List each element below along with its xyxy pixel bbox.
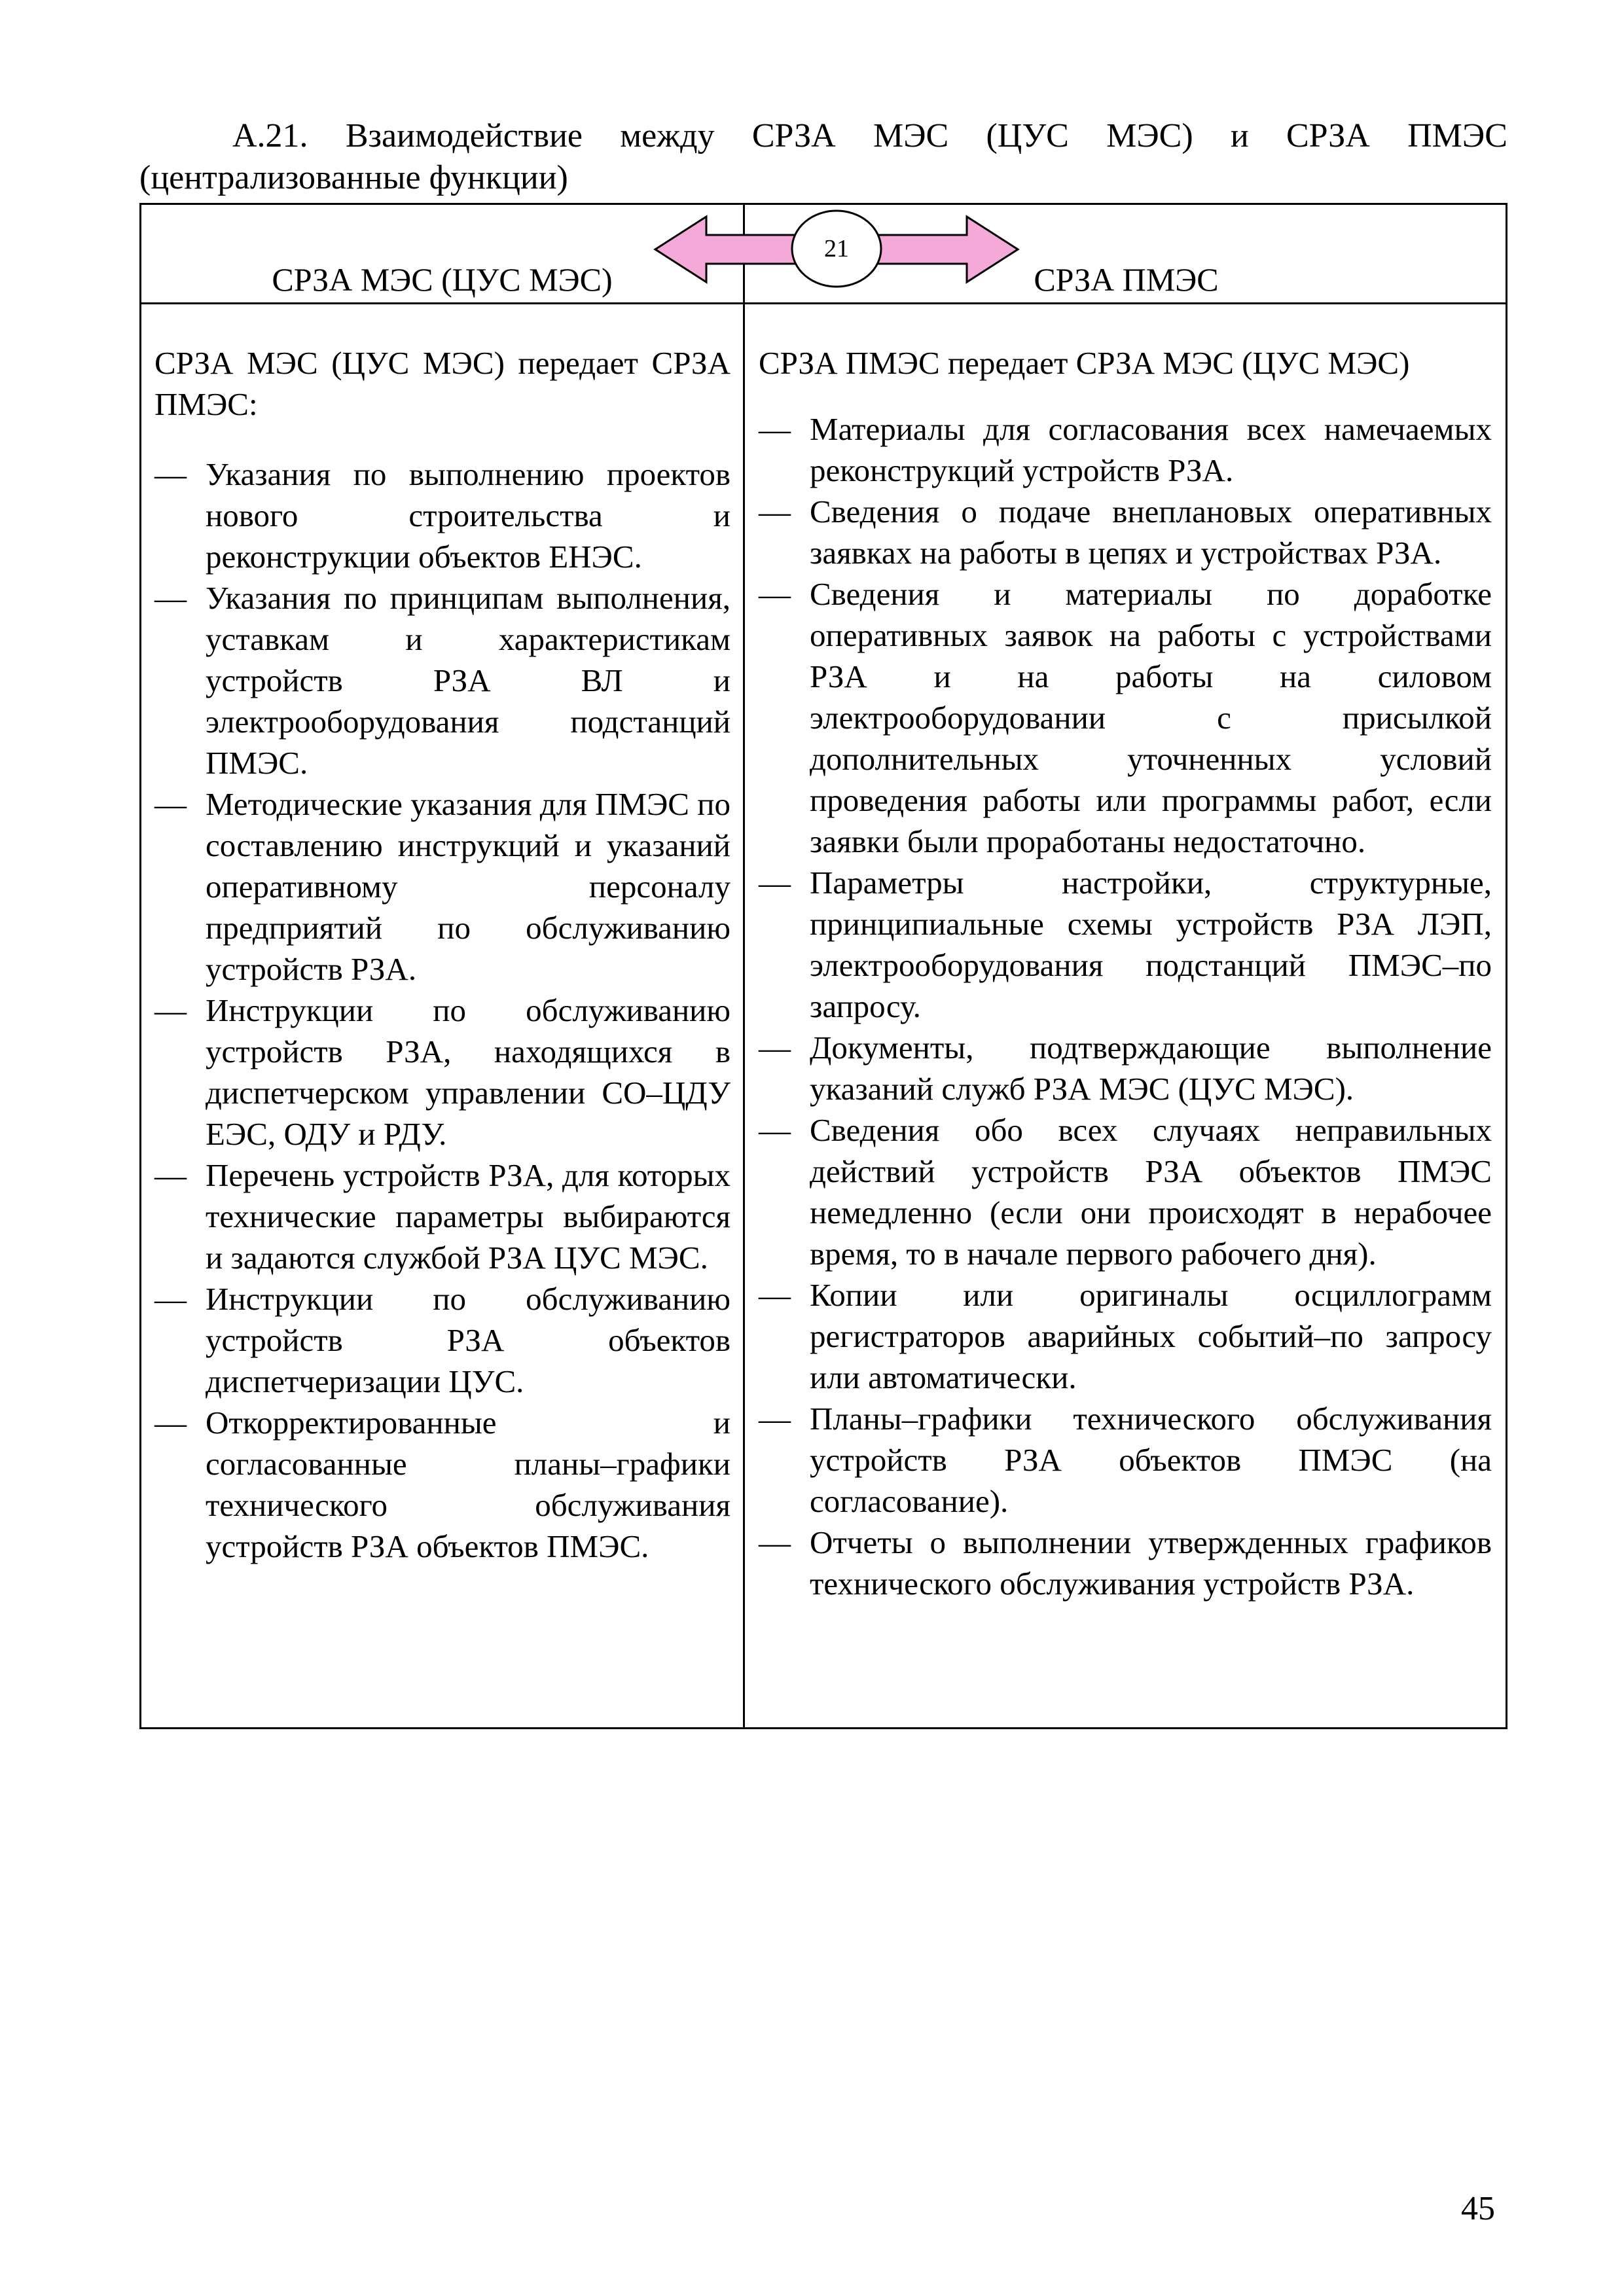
list-item: — Откорректированные и согласованные планы–графики технического обслуживания устройств РЗА объектов ПМЭС.	[154, 1402, 731, 1567]
list-item: — Указания по выполнению проектов нового строительства и реконструкции объектов ЕНЭС.	[154, 454, 731, 577]
heading-word: МЭС	[873, 117, 949, 154]
list-item: — Сведения и материалы по доработке оперативных заявок на работы с устройствами РЗА и на работы на силовом электрооборудовании с присылкой дополнительных уточненных условий проведения работы или программы работ, если заявки были проработаны недостаточно.	[759, 573, 1492, 862]
badge-number: 21	[824, 235, 849, 262]
heading-word: (ЦУС	[986, 117, 1069, 154]
heading-word: А.21.	[232, 117, 308, 154]
list-item: — Планы–графики технического обслуживания устройств РЗА объектов ПМЭС (на согласование).	[759, 1398, 1492, 1522]
right-item-list	[759, 408, 1492, 1604]
heading-word: ПМЭС	[1407, 117, 1507, 154]
header-divider	[141, 302, 1506, 304]
section-heading	[139, 115, 1507, 199]
list-item: — Параметры настройки, структурные, принципиальные схемы устройств РЗА ЛЭП, электрооборудования подстанций ПМЭС–по запросу.	[759, 862, 1492, 1027]
list-item: — Инструкции по обслуживанию устройств РЗА объектов диспетчеризации ЦУС.	[154, 1278, 731, 1402]
heading-word: и	[1230, 117, 1249, 154]
list-item: — Перечень устройств РЗА, для которых технические параметры выбираются и задаются службой РЗА ЦУС МЭС.	[154, 1155, 731, 1278]
list-item: — Материалы для согласования всех намечаемых реконструкций устройств РЗА.	[759, 408, 1492, 491]
list-item: — Методические указания для ПМЭС по составлению инструкций и указаний оперативному персоналу предприятий по обслуживанию устройств РЗА.	[154, 783, 731, 990]
list-item: — Отчеты о выполнении утвержденных графиков технического обслуживания устройств РЗА.	[759, 1522, 1492, 1604]
heading-word: МЭС)	[1106, 117, 1193, 154]
left-column-header: СРЗА МЭС (ЦУС МЭС)	[272, 261, 613, 298]
page-number: 45	[1461, 2190, 1495, 2227]
left-column-content	[154, 342, 731, 1567]
left-item-list	[154, 454, 731, 1567]
list-item: — Указания по принципам выполнения, уставкам и характеристикам устройств РЗА ВЛ и электрооборудования подстанций ПМЭС.	[154, 577, 731, 783]
interaction-table	[139, 203, 1507, 1729]
list-item: — Инструкции по обслуживанию устройств РЗА, находящихся в диспетчерском управлении СО–ЦДУ ЕЭС, ОДУ и РДУ.	[154, 990, 731, 1155]
list-item: — Документы, подтверждающие выполнение указаний служб РЗА МЭС (ЦУС МЭС).	[759, 1027, 1492, 1109]
exchange-badge	[650, 209, 1023, 289]
list-item: — Копии или оригиналы осциллограмм регистраторов аварийных событий–по запросу или автоматически.	[759, 1274, 1492, 1398]
left-intro: СРЗА МЭС (ЦУС МЭС) передает СРЗА ПМЭС:	[154, 345, 731, 422]
heading-word: Взаимодействие	[345, 117, 583, 154]
heading-line-1	[139, 115, 1507, 157]
list-item: — Сведения о подаче внеплановых оперативных заявках на работы в цепях и устройствах РЗА.	[759, 491, 1492, 573]
right-intro: СРЗА ПМЭС передает СРЗА МЭС (ЦУС МЭС)	[759, 345, 1410, 381]
heading-word: СРЗА	[751, 117, 836, 154]
heading-word: между	[620, 117, 715, 154]
heading-line-2: (централизованные функции)	[139, 159, 568, 196]
list-item: — Сведения обо всех случаях неправильных действий устройств РЗА объектов ПМЭС немедленно (если они происходят в нерабочее время, то в начале первого рабочего дня).	[759, 1109, 1492, 1274]
heading-word: СРЗА	[1286, 117, 1370, 154]
column-divider	[743, 205, 745, 1727]
right-column-header: СРЗА ПМЭС	[1034, 261, 1219, 298]
right-column-content	[759, 342, 1492, 1604]
